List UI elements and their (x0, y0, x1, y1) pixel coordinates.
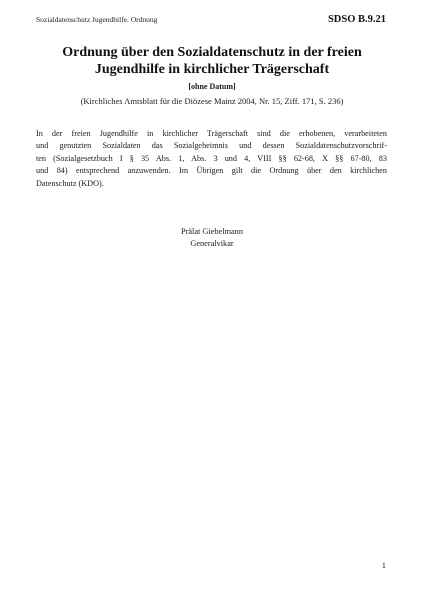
page-number: 1 (381, 560, 386, 570)
body-line: ten (Sozialgesetzbuch I § 35 Abs. 1, Abs. 3 und 4, VIII §§ 62-68, X §§ 67-80, 83 (36, 153, 387, 163)
title-block (40, 44, 384, 107)
document-title (40, 44, 384, 78)
body-line: In der freien Jugendhilfe in kirchlicher Trägerschaft sind die erhobenen, verarbeiteten (36, 129, 387, 138)
signatory-role: Generalvikar (190, 239, 234, 248)
body-line: Datenschutz (KDO). (36, 178, 104, 188)
document-code: SDSO B.9.21 (327, 14, 386, 25)
body-paragraph (36, 128, 387, 190)
source-reference: (Kirchliches Amtsblatt für die Diözese Mainz 2004, Nr. 15, Ziff. 171, S. 236) (80, 96, 344, 106)
title-line-1: Ordnung über den Sozialdatenschutz in der freien (62, 45, 362, 60)
title-line-2: Jugendhilfe in kirchlicher Trägerschaft (94, 62, 330, 77)
signature-block (0, 226, 424, 250)
signatory-name: Prälat Giebelmann (181, 227, 243, 236)
running-title: Sozialdatenschutz Jugendhilfe. Ordnung (36, 15, 158, 24)
body-line: und genutzten Sozialdaten das Sozialgeheimnis und dessen Sozialdatenschutzvorschrif- (36, 141, 387, 151)
body-line: und 84) entsprechend anzuwenden. Im Übrigen gilt die Ordnung über den kirchlichen (36, 166, 387, 176)
running-header (36, 14, 386, 28)
date-note: [ohne Datum] (188, 82, 236, 91)
